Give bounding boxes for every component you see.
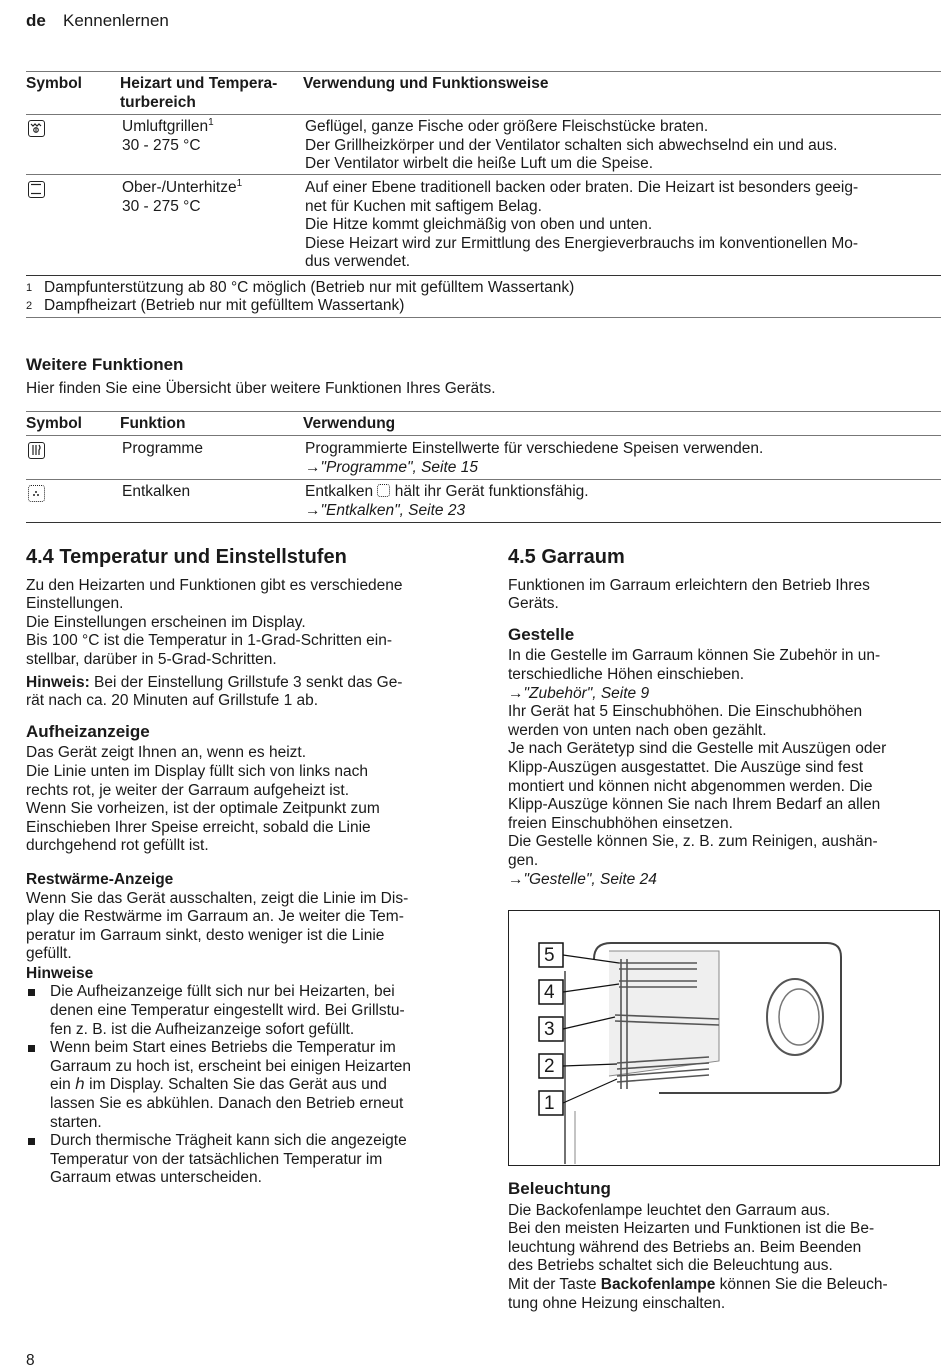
function-desc: Entkalken hält ihr Gerät funktionsfähig. → "Entkalken", Seite 23 <box>305 483 941 520</box>
right-column-lower <box>508 1180 944 1313</box>
col-verwendung: Verwendung <box>303 415 396 432</box>
footnote-rule <box>26 275 941 276</box>
table-header-row <box>26 75 941 112</box>
subsection-restwaerme: Restwärme-Anzeige <box>26 870 174 888</box>
oven-racks-figure <box>508 910 940 1166</box>
paragraph: Ihr Gerät hat 5 Einschubhöhen. Die Einschubhöhen werden von unten nach oben gezählt. Je nach Gerätetyp sind die Gestelle mit Auszügen oder Klipp-Auszügen ausgestattet. Die Auszüge sind fest montiert und können nicht abgenommen werden. Die Klipp-Auszüge können Sie nach Ihrem Bedarf an allen freien Einschubhöhen einsetzen. Die Gestelle können Sie, z. B. zum Reinigen, aushän- gen. → "Gestelle", Seite 24 <box>508 703 944 889</box>
col-funktion: Funktion <box>120 415 186 432</box>
footnote-2: 2 Dampfheizart (Betrieb nur mit gefülltem Wassertank) <box>26 297 405 314</box>
function-name: Entkalken <box>122 483 191 500</box>
col-symbol: Symbol <box>26 75 82 92</box>
section-title-4-5: 4.5 Garraum <box>508 546 625 568</box>
col-verwendung: Verwendung und Funktionsweise <box>303 75 549 92</box>
section-intro: Hier finden Sie eine Übersicht über weitere Funktionen Ihres Geräts. <box>26 380 496 397</box>
descale-icon <box>28 485 45 502</box>
left-column <box>26 548 461 1188</box>
heating-table <box>26 75 941 112</box>
footnote-1: 1 Dampfunterstützung ab 80 °C möglich (Betrieb nur mit gefülltem Wassertank) <box>26 279 575 296</box>
table-row <box>26 179 941 272</box>
function-name: Programme <box>122 440 203 457</box>
table-row <box>26 483 941 520</box>
paragraph: Das Gerät zeigt Ihnen an, wenn es heizt. Die Linie unten im Display füllt sich von links nach rechts rot, je weiter der Garraum aufgeheizt ist. Wenn Sie vorheizen, ist der optimale Zeitpunkt zum Einschieben Ihrer Speise erreicht, sobald die Linie durchgehend rot gefüllt ist. <box>26 744 380 855</box>
table-row <box>26 440 941 477</box>
page-number: 8 <box>26 1352 35 1369</box>
section-title-4-4: 4.4 Temperatur und Einstellstufen <box>26 546 347 568</box>
level-label-4: 4 <box>544 982 555 1003</box>
descale-inline-icon <box>377 484 390 497</box>
table2-bottom-rule <box>26 522 941 523</box>
page-reference-link[interactable]: → "Programme", Seite 15 <box>305 459 478 476</box>
table2-top-rule <box>26 411 941 412</box>
note-paragraph: Hinweis: Bei der Einstellung Grillstufe 3 senkt das Ge- rät nach ca. 20 Minuten auf Grillstufe 1 ab. <box>26 673 403 710</box>
footnote-bottom-rule <box>26 317 941 318</box>
row-rule <box>26 479 941 480</box>
page-reference-link[interactable]: → "Gestelle", Seite 24 <box>508 871 657 888</box>
programs-icon <box>28 442 45 459</box>
paragraph: Die Backofenlampe leuchtet den Garraum aus. Bei den meisten Heizarten und Funktionen ist die Be- leuchtung während des Betriebs an. Beim Beenden des Betriebs schaltet sich die Beleuchtung aus. Mit der Taste Backofenlampe können Sie die Beleuch- tung ohne Heizung einschalten. <box>508 1201 888 1312</box>
subsection-aufheizanzeige: Aufheizanzeige <box>26 721 150 741</box>
subsection-hinweise: Hinweise <box>26 964 94 982</box>
functions-table-row2 <box>26 483 941 520</box>
col-symbol: Symbol <box>26 415 82 432</box>
heating-table-body2 <box>26 179 941 272</box>
table-header-row <box>26 415 941 434</box>
fan-grill-icon <box>28 120 45 137</box>
heat-cell-desc: Auf einer Ebene traditionell backen oder braten. Die Heizart ist besonders geeig- net für Kuchen mit saftigem Belag. Die Hitze kommt gleichmäßig von oben und unten. Diese Heizart wird zur Ermittlung des Energieverbrauchs im konventionellen Mo- dus verwendet. <box>305 179 859 271</box>
functions-table-header <box>26 415 941 434</box>
header-language: de <box>26 11 46 30</box>
paragraph: In die Gestelle im Garraum können Sie Zubehör in un- terschiedliche Höhen einschieben. → "Zubehör", Seite 9 <box>508 647 944 703</box>
right-column <box>508 548 944 889</box>
oven-racks-illustration <box>509 911 938 1164</box>
heat-cell-desc: Geflügel, ganze Fische oder größere Fleischstücke braten. Der Grillheizkörper und der Ventilator schalten sich abwechselnd ein und aus. Der Ventilator wirbelt die heiße Luft um die Speise. <box>305 118 838 173</box>
table-top-rule <box>26 71 941 72</box>
paragraph: Funktionen im Garraum erleichtern den Betrieb Ihres Geräts. <box>508 576 870 613</box>
heating-table-body <box>26 118 941 174</box>
level-label-3: 3 <box>544 1019 555 1040</box>
header-title: Kennenlernen <box>63 11 169 30</box>
subsection-gestelle: Gestelle <box>508 624 575 644</box>
function-desc: Programmierte Einstellwerte für verschiedene Speisen verwenden. → "Programme", Seite 15 <box>305 440 941 477</box>
paragraph: Wenn Sie das Gerät ausschalten, zeigt die Linie im Dis- play die Restwärme im Garraum an. Je weiter die Tem- peratur im Garraum sinkt, desto weniger ist die Linie gefüllt. <box>26 889 409 963</box>
level-label-2: 2 <box>544 1056 555 1077</box>
level-label-5: 5 <box>544 945 555 966</box>
table-row <box>26 118 941 174</box>
row-rule <box>26 174 941 175</box>
table-header-rule <box>26 114 941 115</box>
subsection-beleuchtung: Beleuchtung <box>508 1179 611 1198</box>
table2-header-rule <box>26 435 941 436</box>
list-item: Durch thermische Trägheit kann sich die angezeigte Temperatur von der tatsächlichen Temperatur im Garraum etwas unterscheiden. <box>26 1132 461 1188</box>
functions-table-row1 <box>26 440 941 477</box>
heat-cell-name: Umluftgrillen$^1$ 30 - 275 °C <box>122 116 214 154</box>
page-reference-link[interactable]: → "Entkalken", Seite 23 <box>305 502 465 519</box>
list-item: Die Aufheizanzeige füllt sich nur bei Heizarten, bei denen eine Temperatur eingestellt wird. Bei Grillstu- fen z. B. ist die Aufheizanzeige sofort gefüllt. <box>26 983 461 1039</box>
page-reference-link[interactable]: → "Zubehör", Seite 9 <box>508 685 649 702</box>
section-title-weitere: Weitere Funktionen <box>26 355 184 374</box>
paragraph: Zu den Heizarten und Funktionen gibt es verschiedene Einstellungen. Die Einstellungen erscheinen im Display. Bis 100 °C ist die Temperatur in 1-Grad-Schritten ein- stellbar, darüber in 5-Grad-Schritten. <box>26 576 403 668</box>
list-item: Wenn beim Start eines Betriebs die Temperatur im Garraum zu hoch ist, erscheint bei einigen Heizarten ein ℎ im Display. Schalten Sie das Gerät aus und lassen Sie es abkühlen. Danach den Betrieb erneut starten. <box>26 1039 461 1132</box>
heat-cell-name: Ober-/Unterhitze$^1$ 30 - 275 °C <box>122 177 243 215</box>
hinweise-list <box>26 983 461 1188</box>
level-label-1: 1 <box>544 1093 555 1114</box>
col-heizart: Heizart und Tempera- turbereich <box>120 75 278 111</box>
top-bottom-heat-icon <box>28 181 45 198</box>
